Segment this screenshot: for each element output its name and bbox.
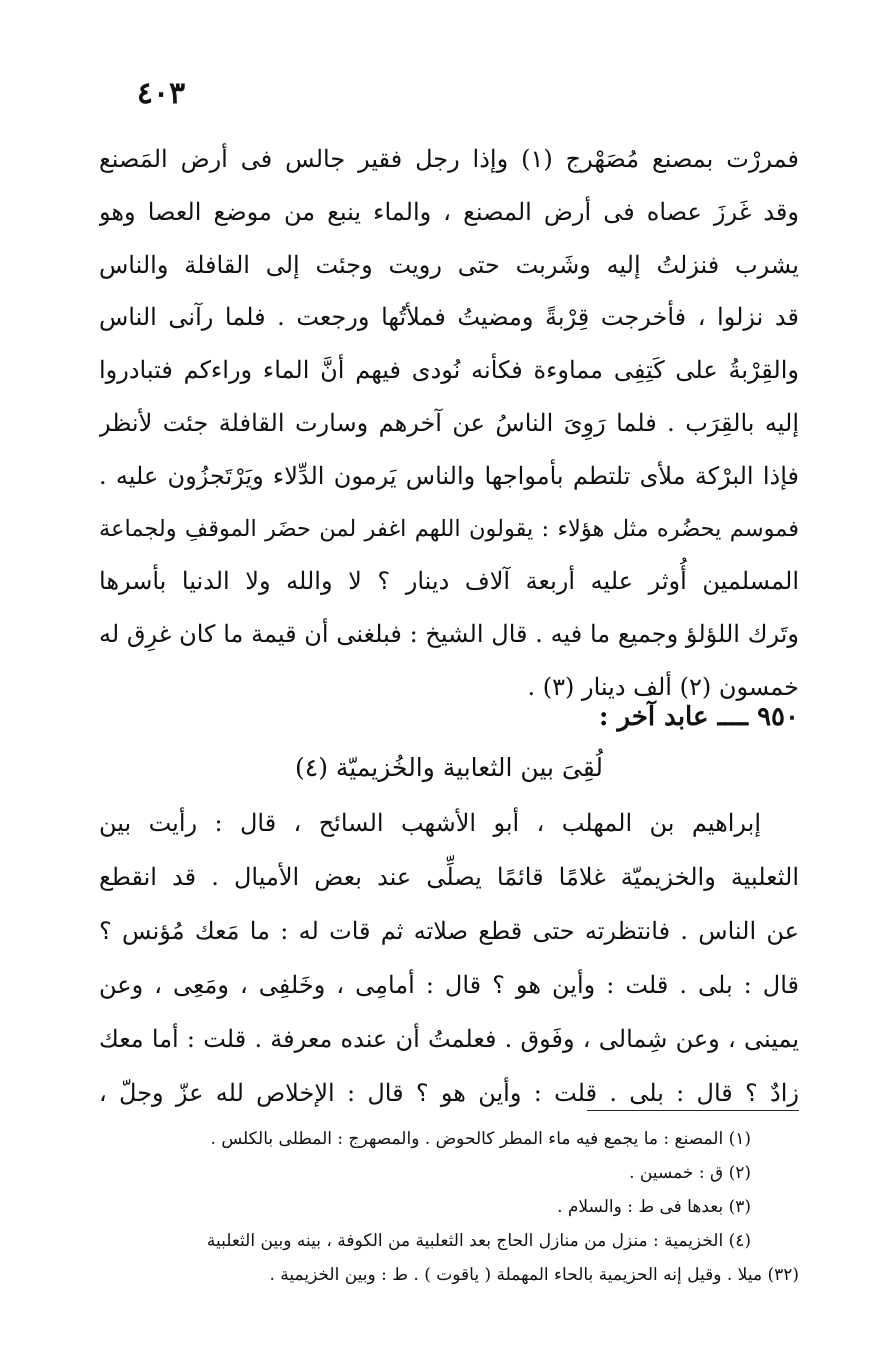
footnote-divider (587, 1110, 799, 1111)
text-line: خمسون (٢) ألف دينار (٣) . (527, 672, 799, 701)
text-line: يمينى ، وعن شِمالى ، وفَوق . فعلمتُ أن عنده معرفة . قلت : أما معك (99, 1025, 799, 1053)
footnote: (١) المصنع : ما يجمع فيه ماء المطر كالحوض . والمصهرج : المطلى بالكلس . (210, 1129, 751, 1149)
text-line: والقِرْبةُ على كَتِفِى مماوءة فكأنه نُودى فيهم أنَّ الماء وراءكم فتبادروا (99, 356, 799, 385)
footnote: (٢) ق : خمسين . (629, 1163, 751, 1183)
footnote: (٣٢) ميلا . وقيل إنه الحزيمية بالحاء المهملة ( ياقوت ) . ط : وبين الخزيمية . (269, 1265, 799, 1285)
text-line: فمررْت بمصنع مُصَهْرج (١) وإذا رجل فقير جالس فى أرض المَصنع (99, 145, 799, 173)
text-line: زادٌ ؟ قال : بلى . قلت : وأين هو ؟ قال : الإخلاص لله عزّ وجلّ ، (99, 1079, 799, 1107)
section-dash: ــــ (717, 702, 749, 732)
footnote: (٤) الخزيمية : منزل من منازل الحاج بعد الثعلبية من الكوفة ، بينه وبين الثعلبية (206, 1231, 751, 1251)
section-number: ٩٥٠ (757, 702, 799, 732)
text-line: وقد غَرزَ عصاه فى أرض المصنع ، والماء ينبع من موضع العصا وهو (99, 197, 799, 226)
footnotes (99, 1122, 799, 1292)
text-line: عن الناس . فانتظرته حتى قطع صلاته ثم قات له : ما مَعك مُؤنس ؟ (99, 917, 799, 945)
subheading: لُقِىَ بين الثعابية والخُزيميّة (٤) (295, 753, 603, 782)
text-line: المسلمين أُوثر عليه أربعة آلاف دينار ؟ لا والله ولا الدنيا بأسرها (99, 567, 799, 596)
text-line: قد نزلوا ، فأخرجت قِرْبةً ومضيتُ فملأتُها ورجعت . فلما رآنى الناس (99, 303, 799, 332)
paragraph-second (99, 796, 799, 1120)
text-line: قال : بلى . قلت : وأين هو ؟ قال : أمامِى ، وخَلفِى ، ومَعِى ، وعن (99, 971, 799, 999)
text-line: وتَرك اللؤلؤ وجميع ما فيه . قال الشيخ : فبلغنى أن قيمة ما كان غرِق له (99, 620, 799, 649)
page-number: ٤٠٣ (136, 76, 186, 111)
section-title: عابد آخر : (598, 702, 709, 732)
text-line: يشرب فنزلتُ إليه وشَربت حتى رويت وجئت إلى القافلة والناس (99, 250, 799, 279)
footnote: (٣) بعدها فى ط : والسلام . (557, 1197, 751, 1217)
text-line: فموسم يحضُره مثل هؤلاء : يقولون اللهم اغفر لمن حضَر الموقفِ ولجماعة (99, 515, 799, 542)
text-line: إليه بالقِرَب . فلما رَوِىَ الناسُ عن آخرهم وسارت القافلة جئت لأنظر (99, 408, 799, 437)
paragraph-first (99, 133, 799, 714)
text-line: فإذا البرْكة ملأى تلتطم بأمواجها والناس يَرمون الدِّلاء ويَرْتَجزُون عليه . (99, 461, 799, 490)
text-line: الثعلبية والخزيميّة غلامًا قائمًا يصلِّى عند بعض الأميال . قد انقطع (99, 863, 799, 891)
section-heading (99, 692, 799, 742)
text-line: إبراهيم بن المهلب ، أبو الأشهب السائح ، قال : رأيت بين (99, 809, 761, 837)
